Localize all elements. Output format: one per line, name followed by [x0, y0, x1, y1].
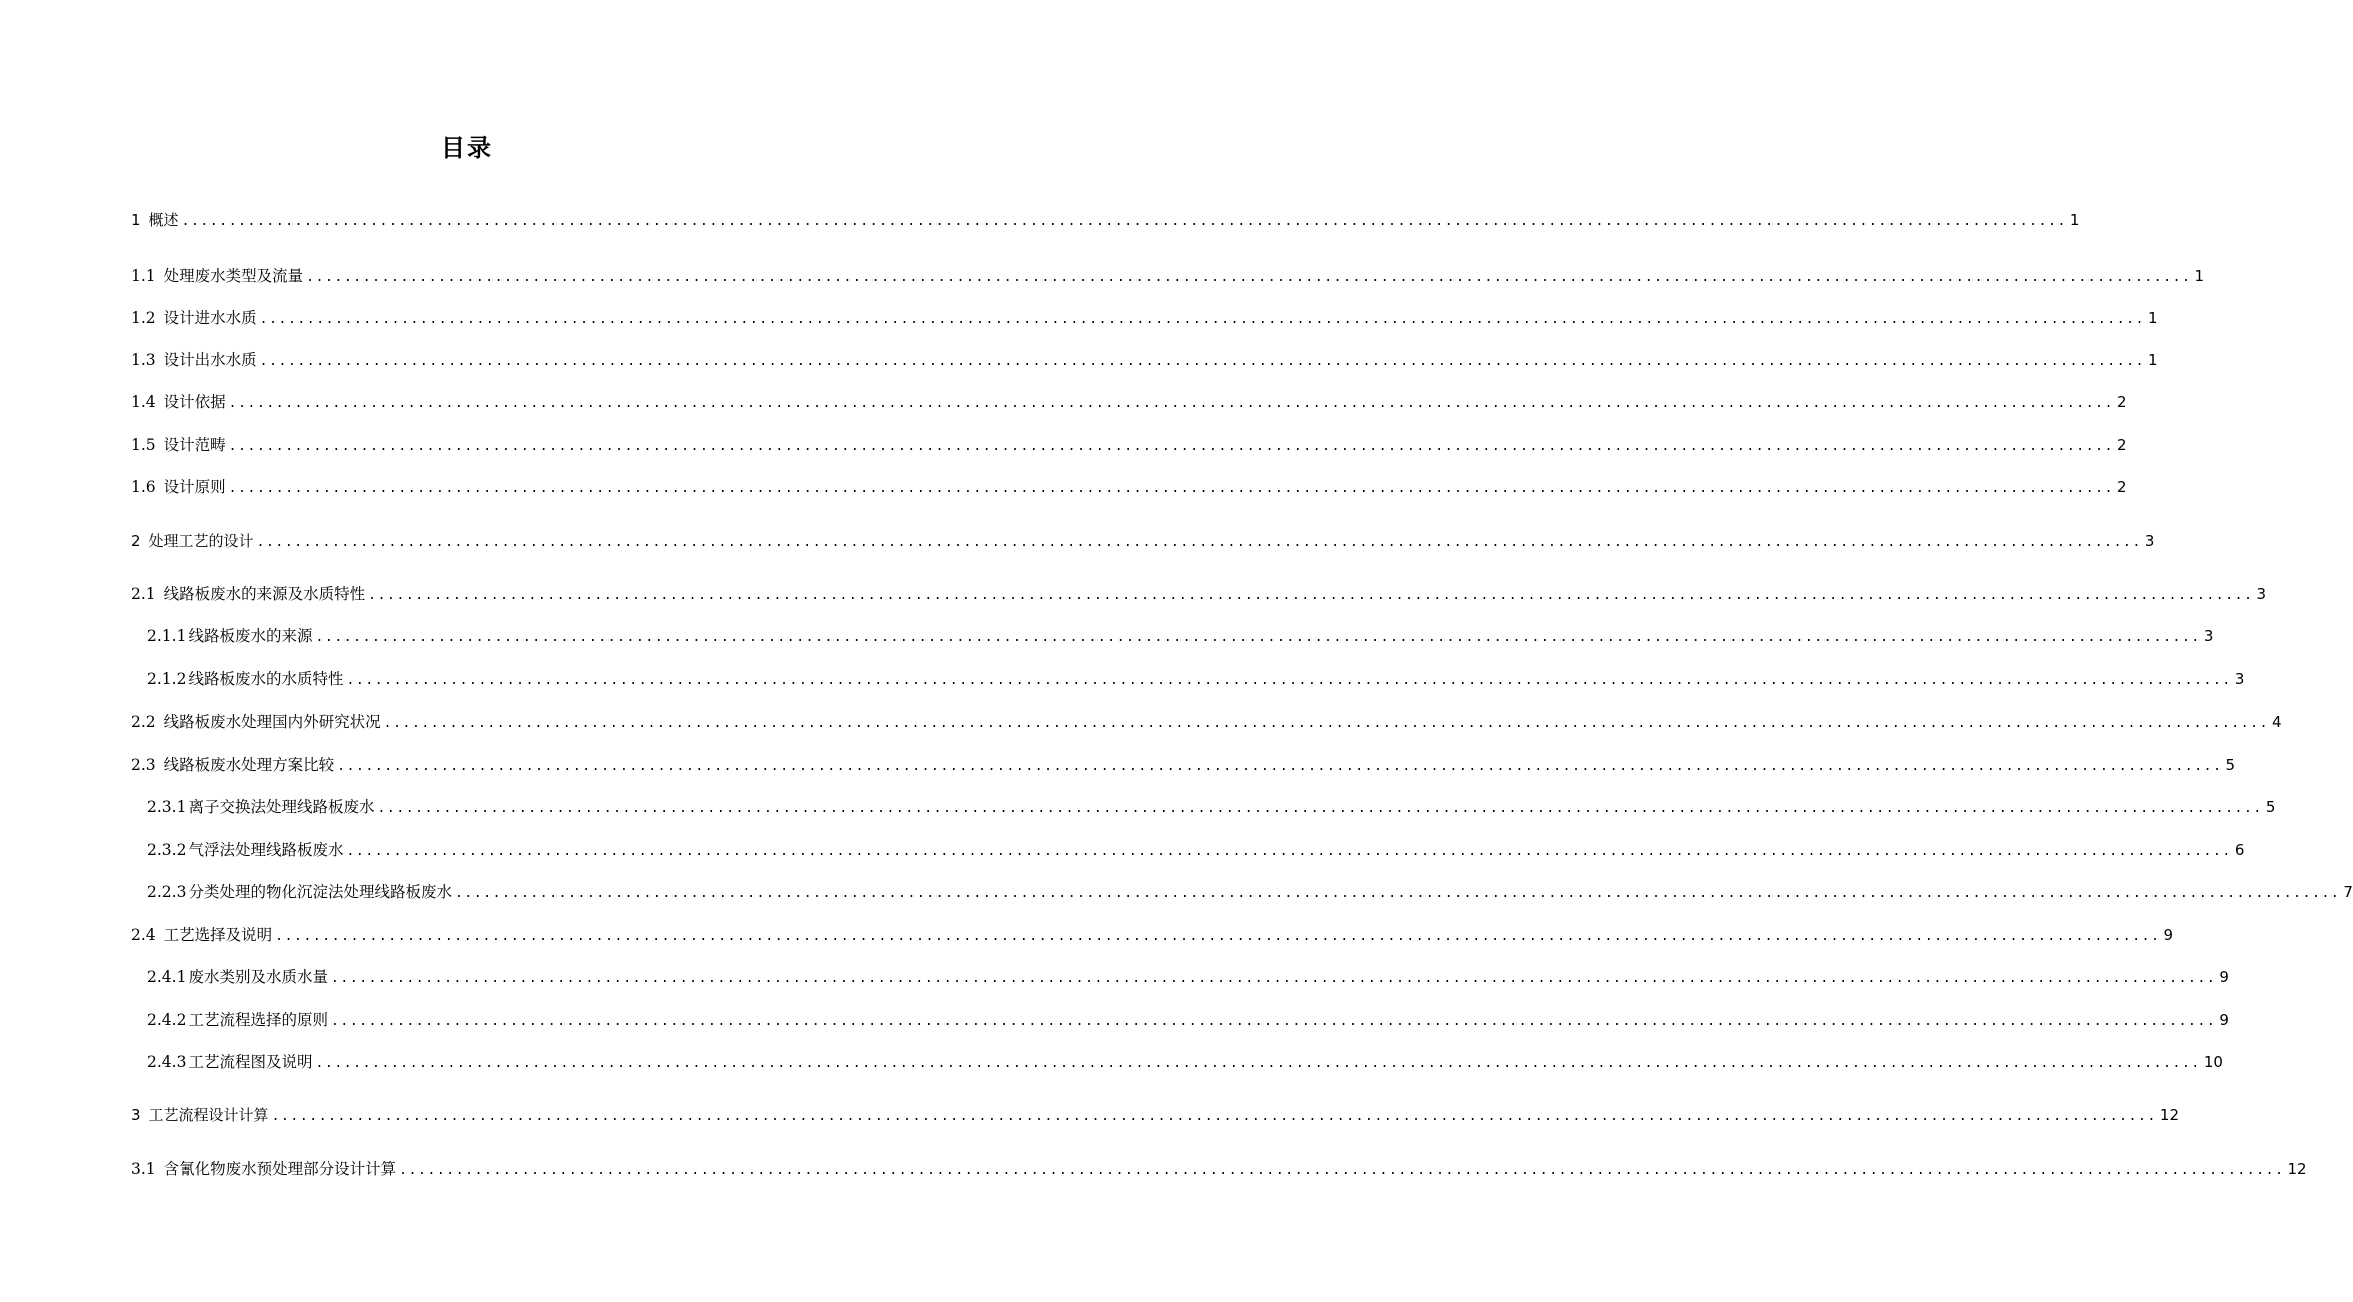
toc-dot-leader: ........................................................................................................................................................................................................: [330, 971, 2217, 986]
toc-dot-leader: ........................................................................................................................................................................................................: [368, 588, 2254, 603]
toc-dot-leader: ........................................................................................................................................................................................................: [346, 844, 2232, 859]
toc-entry-number: 2.4.3: [147, 1053, 187, 1071]
toc-entry[interactable]: [131, 710, 2282, 734]
toc-entry-label: 含氰化物废水预处理部分设计计算: [163, 1160, 397, 1178]
toc-page-number: 3: [2144, 532, 2155, 550]
toc-page-number: 2: [2117, 436, 2127, 454]
toc-page-number: 12: [2287, 1160, 2307, 1178]
toc-page-number: 10: [2203, 1053, 2223, 1071]
toc-entry-label: 气浮法处理线路板废水: [188, 841, 344, 859]
toc-entry-number: 1.1: [131, 267, 156, 285]
toc-page-number: 3: [2203, 627, 2214, 645]
toc-entry-number: 2.2.3: [147, 883, 187, 901]
toc-entry-label: 设计出水水质: [163, 351, 257, 369]
toc-page-number: 9: [2163, 926, 2174, 944]
toc-entry[interactable]: [147, 838, 2245, 862]
toc-dot-leader: ........................................................................................................................................................................................................: [181, 214, 2067, 229]
toc-page-number: 1: [2148, 351, 2158, 369]
toc-entry[interactable]: [147, 1050, 2223, 1074]
toc-entry-label: 离子交换法处理线路板废水: [188, 798, 375, 816]
toc-entry-number: 2.4.2: [147, 1011, 187, 1029]
toc-entry[interactable]: [131, 208, 2080, 232]
toc-entry[interactable]: [131, 582, 2267, 606]
toc-entry-number: 3.1: [131, 1160, 156, 1178]
toc-entry-heading: [147, 795, 374, 819]
toc-entry-number: 2: [131, 532, 141, 550]
toc-dot-leader: ........................................................................................................................................................................................................: [454, 886, 2341, 901]
toc-entry-number: 2.1: [131, 585, 156, 603]
toc-entry-heading: [131, 433, 226, 457]
toc-entry[interactable]: [131, 1103, 2179, 1127]
toc-entry[interactable]: [131, 923, 2174, 947]
toc-dot-leader: ........................................................................................................................................................................................................: [228, 396, 2115, 411]
toc-entry[interactable]: [131, 306, 2158, 330]
toc-title: 目录: [441, 134, 493, 162]
toc-page-number: 3: [2256, 585, 2267, 603]
toc-entry-label: 设计范畴: [163, 436, 226, 454]
toc-entry-label: 工艺流程图及说明: [188, 1053, 313, 1071]
toc-entry-label: 线路板废水的水质特性: [188, 670, 344, 688]
toc-entry[interactable]: [147, 624, 2214, 648]
toc-entry-heading: [131, 208, 179, 232]
toc-entry[interactable]: [147, 1008, 2229, 1032]
toc-entry-heading: [131, 582, 365, 606]
toc-entry-number: 2.4.1: [147, 968, 187, 986]
toc-dot-leader: ........................................................................................................................................................................................................: [271, 1109, 2157, 1124]
toc-entry-label: 废水类别及水质水量: [188, 968, 328, 986]
toc-entry-heading: [131, 923, 272, 947]
toc-entry-number: 2.3.2: [147, 841, 187, 859]
toc-entry-heading: [147, 965, 328, 989]
toc-entry[interactable]: [131, 433, 2127, 457]
toc-dot-leader: ........................................................................................................................................................................................................: [228, 439, 2115, 454]
toc-page-number: 3: [2234, 670, 2245, 688]
toc-entry-label: 分类处理的物化沉淀法处理线路板废水: [188, 883, 452, 901]
toc-page-number: 1: [2148, 309, 2158, 327]
toc-entry-heading: [131, 390, 226, 414]
toc-dot-leader: ........................................................................................................................................................................................................: [228, 481, 2115, 496]
toc-page-number: 9: [2219, 1011, 2229, 1029]
toc-entry-heading: [147, 880, 452, 904]
toc-entry-number: 2.4: [131, 926, 156, 944]
toc-entry-label: 工艺流程选择的原则: [188, 1011, 328, 1029]
toc-entry[interactable]: [131, 475, 2127, 499]
toc-entry-label: 处理废水类型及流量: [163, 267, 304, 285]
toc-entry-heading: [147, 667, 343, 691]
toc-dot-leader: ........................................................................................................................................................................................................: [383, 716, 2270, 731]
toc-entry[interactable]: [131, 753, 2236, 777]
toc-dot-leader: ........................................................................................................................................................................................................: [256, 535, 2142, 550]
toc-entry-number: 2.3.1: [147, 798, 187, 816]
toc-entry-number: 1.5: [131, 436, 156, 454]
toc-entry[interactable]: [147, 965, 2229, 989]
toc-dot-leader: ........................................................................................................................................................................................................: [306, 270, 2192, 285]
toc-dot-leader: ........................................................................................................................................................................................................: [259, 354, 2146, 369]
toc-entry-label: 设计进水水质: [163, 309, 257, 327]
toc-entry-label: 设计依据: [163, 393, 226, 411]
toc-entry-heading: [147, 1008, 328, 1032]
toc-page-number: 6: [2234, 841, 2245, 859]
toc-entry-label: 工艺流程设计计算: [148, 1106, 269, 1124]
toc-entry-heading: [131, 1157, 396, 1181]
toc-entry[interactable]: [147, 667, 2245, 691]
toc-entry-number: 1.3: [131, 351, 156, 369]
toc-dot-leader: ........................................................................................................................................................................................................: [259, 312, 2146, 327]
toc-entry-number: 2.2: [131, 713, 156, 731]
toc-page-number: 2: [2117, 393, 2127, 411]
toc-page-number: 12: [2159, 1106, 2179, 1124]
toc-entry-label: 概述: [148, 211, 179, 229]
toc-dot-leader: ........................................................................................................................................................................................................: [346, 673, 2232, 688]
toc-page-number: 5: [2265, 798, 2276, 816]
toc-entry-label: 工艺选择及说明: [163, 926, 273, 944]
toc-dot-leader: ........................................................................................................................................................................................................: [275, 929, 2161, 944]
toc-page-number: 5: [2225, 756, 2236, 774]
toc-page-number: 1: [2194, 267, 2205, 285]
toc-entry-number: 3: [131, 1106, 141, 1124]
toc-entry-heading: [147, 1050, 312, 1074]
toc-page-number: 4: [2272, 713, 2282, 731]
toc-entry-number: 1.4: [131, 393, 156, 411]
toc-entry-heading: [131, 710, 381, 734]
toc-entry-label: 设计原则: [163, 478, 226, 496]
toc-entry-heading: [147, 838, 343, 862]
toc-entry-heading: [131, 753, 334, 777]
toc-entry[interactable]: [131, 390, 2127, 414]
toc-entry-number: 1.2: [131, 309, 156, 327]
toc-entry[interactable]: [131, 1157, 2307, 1181]
toc-entry-number: 2.3: [131, 756, 156, 774]
toc-entry[interactable]: [131, 529, 2155, 553]
toc-entry-heading: [131, 529, 254, 553]
toc-entry-label: 线路板废水的来源: [188, 627, 313, 645]
toc-entry-label: 线路板废水的来源及水质特性: [163, 585, 366, 603]
toc-entry-heading: [131, 475, 226, 499]
toc-dot-leader: ........................................................................................................................................................................................................: [330, 1014, 2217, 1029]
toc-page-number: 2: [2117, 478, 2127, 496]
toc-entry-label: 处理工艺的设计: [148, 532, 254, 550]
toc-entry[interactable]: [131, 264, 2205, 288]
toc-dot-leader: ........................................................................................................................................................................................................: [377, 801, 2263, 816]
toc-entry-heading: [147, 624, 312, 648]
toc-entry-heading: [131, 264, 303, 288]
toc-entry-heading: [131, 306, 257, 330]
toc-dot-leader: ........................................................................................................................................................................................................: [315, 630, 2201, 645]
toc-page-number: 7: [2343, 883, 2353, 901]
toc-page-number: 9: [2219, 968, 2229, 986]
toc-entry[interactable]: [131, 348, 2158, 372]
toc-entry-label: 线路板废水处理方案比较: [163, 756, 335, 774]
toc-entry[interactable]: [147, 880, 2353, 904]
toc-dot-leader: ........................................................................................................................................................................................................: [315, 1056, 2201, 1071]
toc-entry-number: 1: [131, 211, 141, 229]
toc-entry-number: 2.1.1: [147, 627, 187, 645]
toc-entry-label: 线路板废水处理国内外研究状况: [163, 713, 381, 731]
toc-entry-number: 1.6: [131, 478, 156, 496]
toc-entry-heading: [131, 1103, 269, 1127]
toc-entry-heading: [131, 348, 257, 372]
toc-entry-number: 2.1.2: [147, 670, 187, 688]
toc-dot-leader: ........................................................................................................................................................................................................: [337, 759, 2223, 774]
toc-page-number: 1: [2069, 211, 2080, 229]
toc-entry[interactable]: [147, 795, 2276, 819]
toc-dot-leader: ........................................................................................................................................................................................................: [399, 1163, 2285, 1178]
